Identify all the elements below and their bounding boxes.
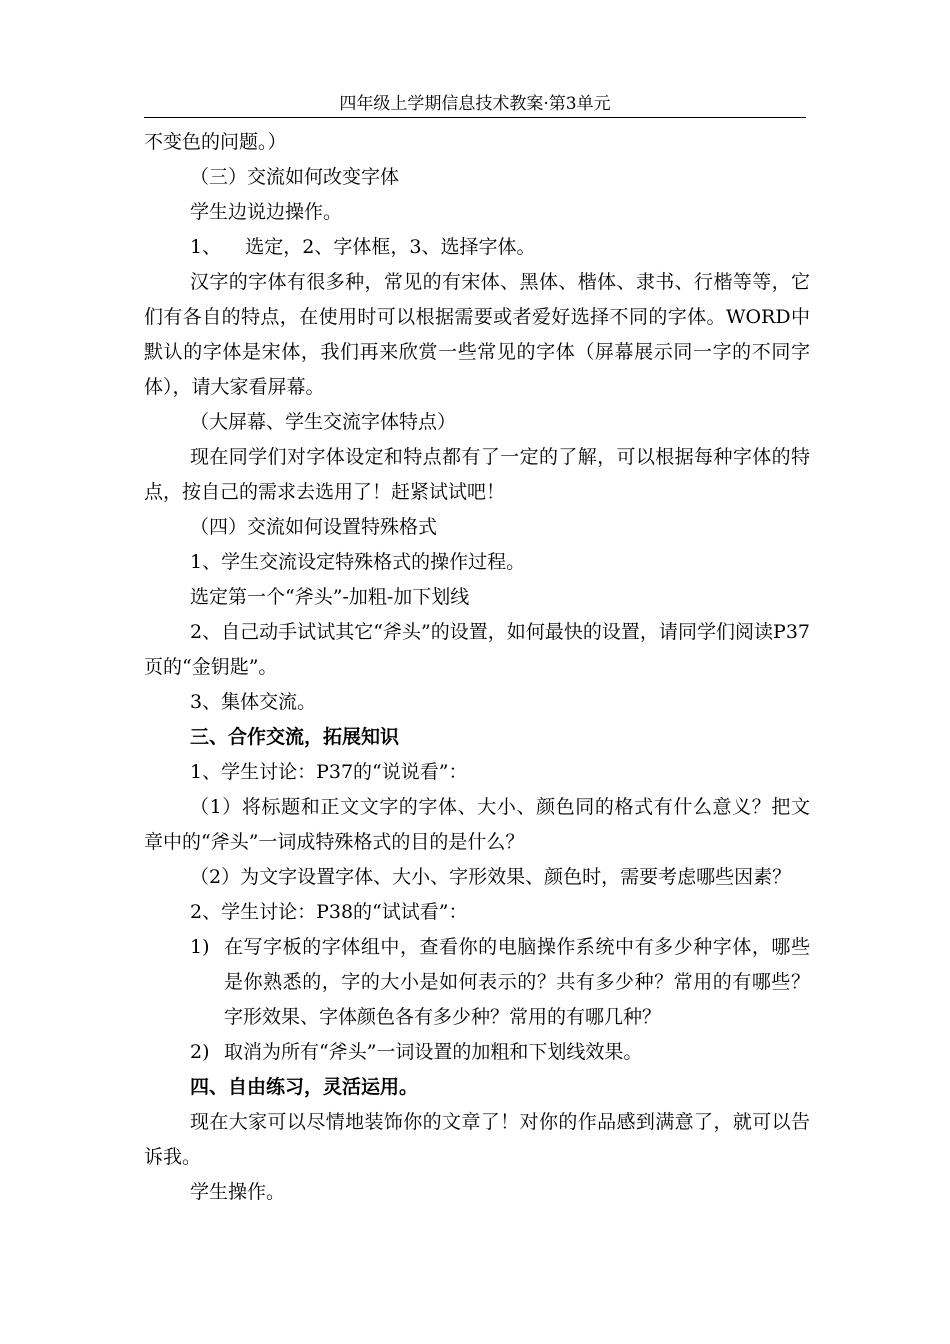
document-body <box>144 125 810 1210</box>
paragraph: 学生操作。 <box>190 1181 286 1203</box>
paragraph: 学生边说边操作。 <box>190 201 343 223</box>
step-text: 选定，2、字体框，3、选择字体。 <box>245 236 536 258</box>
paragraph: 现在同学们对字体设定和特点都有了一定的了解，可以根据每种字体的特点，按自己的需求去选用了！赶紧试试吧！ <box>144 446 810 503</box>
step-number: 1、 <box>190 236 222 258</box>
section-heading: 四、自由练习，灵活运用。 <box>190 1076 419 1098</box>
paragraph: 2、自己动手试试其它“斧头”的设置，如何最快的设置，请同学们阅读P37页的“金钥匙”。 <box>144 621 810 678</box>
header-rule <box>144 117 806 118</box>
list-text: 取消为所有“斧头”一词设置的加粗和下划线效果。 <box>224 1041 643 1063</box>
paragraph: 2、学生讨论：P38的“试试看”： <box>190 901 468 923</box>
paragraph: 不变色的问题。） <box>144 131 287 153</box>
paragraph: 3、集体交流。 <box>190 691 317 713</box>
paragraph: 选定第一个“斧头”-加粗-加下划线 <box>190 586 470 608</box>
section-subheading: （四）交流如何设置特殊格式 <box>190 516 438 538</box>
list-item <box>144 1035 810 1070</box>
page-header: 四年级上学期信息技术教案·第3单元 <box>339 94 611 114</box>
paragraph: 汉字的字体有很多种，常见的有宋体、黑体、楷体、隶书、行楷等等，它们有各自的特点，在使用时可以根据需要或者爱好选择不同的字体。WORD中默认的字体是宋体，我们再来欣赏一些常见的字体（屏幕展示同一字的不同字体），请大家看屏幕。 <box>144 271 810 398</box>
spacer <box>221 236 245 258</box>
paragraph: 1、学生讨论：P37的“说说看”： <box>190 761 468 783</box>
paragraph: 现在大家可以尽情地装饰你的文章了！对你的作品感到满意了，就可以告诉我。 <box>144 1111 810 1168</box>
paragraph <box>144 230 810 265</box>
list-number: 2) <box>190 1041 210 1063</box>
section-subheading: （三）交流如何改变字体 <box>190 166 400 188</box>
paragraph: （大屏幕、学生交流字体特点） <box>190 411 457 433</box>
paragraph: （1）将标题和正文文字的字体、大小、颜色同的格式有什么意义？把文章中的“斧头”一词成特殊格式的目的是什么？ <box>144 796 810 853</box>
list-item <box>144 930 810 1035</box>
list-number: 1) <box>190 936 210 958</box>
list-text: 在写字板的字体组中，查看你的电脑操作系统中有多少种字体，哪些是你熟悉的，字的大小是如何表示的？共有多少种？常用的有哪些？字形效果、字体颜色各有多少种？常用的有哪几种？ <box>224 936 810 1028</box>
section-heading: 三、合作交流，拓展知识 <box>190 726 400 748</box>
paragraph: （2）为文字设置字体、大小、字形效果、颜色时，需要考虑哪些因素？ <box>190 866 792 888</box>
paragraph: 1、学生交流设定特殊格式的操作过程。 <box>190 551 526 573</box>
